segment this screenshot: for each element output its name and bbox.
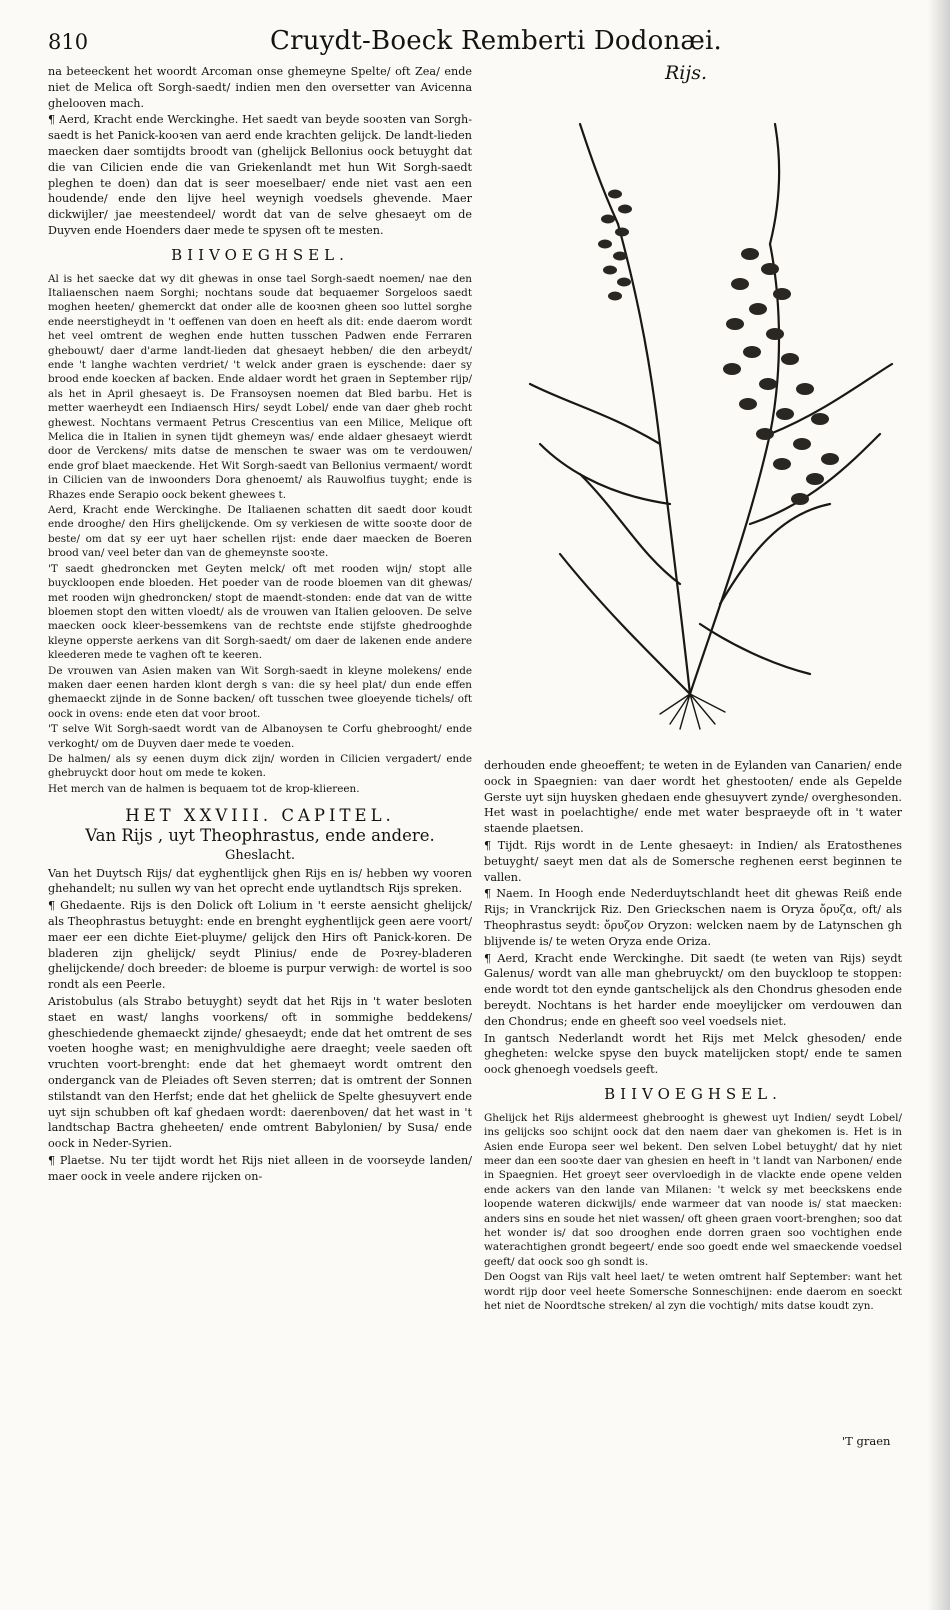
right-column xyxy=(484,758,902,1314)
catchword: 'T graen xyxy=(842,1434,891,1448)
addendum-block xyxy=(48,272,472,797)
paragraph: 'T saedt ghedroncken met Geyten melck/ oft met rooden wijn/ stopt alle buyckloopen ende bloeden. Het poeder van de roode bloemen van dit ghewas/ met rooden wijn ghedroncken/ stopt de maendt-stonden: ende dat van de witte bloemen stopt den witten vloedt/ als de vrouwen van Italien gelooven. De selve maecken oock kleer-bessemkens van de rechtste ende stijfste ghedrooghde kleyne opperste aerkens van dit Sorgh-saedt/ om daer de lakenen ende andere kleederen mede te vaghen oft te keeren. xyxy=(48,562,472,662)
section-heading: BIIVOEGHSEL. xyxy=(604,1084,782,1103)
running-header xyxy=(48,26,723,60)
section-heading: BIIVOEGHSEL. xyxy=(171,245,349,264)
paragraph: Den Oogst van Rijs valt heel laet/ te weten omtrent half September: want het wordt rijp door veel heete Somersche Sonneschijnen: ende daerom en soeckt het niet de Noordtsche streken/ al zyn die vochtigh/ mits datse koudt zyn. xyxy=(484,1271,902,1313)
page-number: 810 xyxy=(48,30,89,54)
paragraph: Van het Duytsch Rijs/ dat eyghentlijck ghen Rijs en is/ hebben wy vooren ghehandelt; nu sullen wy van het oprecht ende uytlandtsch Rijs spreken. xyxy=(48,866,472,896)
paragraph: De halmen/ als sy eenen duym dick zijn/ worden in Cilicien vergadert/ ende ghebruyckt door hout om mede te koken. xyxy=(48,752,472,780)
paragraph: In gantsch Nederlandt wordt het Rijs met Melck ghesoden/ ende ghegheten: welcke spyse den buyck matelijcken stopt/ ende te samen oock ghenoegh voedsels geeft. xyxy=(484,1031,902,1077)
page-edge-shadow xyxy=(928,0,950,1610)
paragraph: ¶ Plaetse. Nu ter tijdt wordt het Rijs niet alleen in de voorseyde landen/ maer oock in veele andere rijcken on- xyxy=(48,1153,472,1183)
paragraph: ¶ Aerd, Kracht ende Werckinghe. Dit saedt (te weten van Rijs) seydt Galenus/ wordt van alle man ghebruyckt/ om den buyckloop te stoppen: ende wordt tot den eynde gantschelijck als den Chondrus ghesoden ende bereydt. Nochtans is het harder ende moeylijcker om verdouwen dan den Chondrus; ende en gheeft soo veel voedsels niet. xyxy=(484,951,902,1028)
paragraph: Aerd, Kracht ende Werckinghe. De Italiaenen schatten dit saedt door koudt ende drooghe/ den Hirs ghelijckende. Om sy verkiesen de witte sooꝛte door de beste/ om dat sy eer uyt haer schellen rijst: ende daer maecken de Boeren brood van/ veel beter dan van de ghemeynste sooꝛte. xyxy=(48,504,472,560)
addendum-block xyxy=(484,1111,902,1314)
paragraph: derhouden ende gheoeffent; te weten in de Eylanden van Canarien/ ende oock in Spaegnien: van daer wordt het ghestooten/ ende als Gepelde Gerste uyt sijn huysken ghedaen ende ghesuyvert zynde/ overghesonden. Het wast in poelachtighe/ ende met water bespraeyde oft in 't water staende plaetsen. xyxy=(484,759,902,836)
paragraph: Het merch van de halmen is bequaem tot de krop-kliereen. xyxy=(48,782,360,795)
paragraph: De vrouwen van Asien maken van Wit Sorgh-saedt in kleyne molekens/ ende maken daer eenen harden klont dergh s van: die sy heel plat/ dun ende effen ghemaeckt zijnde in de Sonne backen/ oft tusschen twee gloeyende tichels/ oft oock in ovens: ende eten dat voor broot. xyxy=(48,664,472,720)
paragraph: Aristobulus (als Strabo betuyght) seydt dat het Rijs in 't water besloten staet en wast/ langhs voorkens/ oft in sommighe beddekens/ gheschiedende ghemaeckt zijnde/ ghesaeydt; ende dat het omtrent de ses voeten hooghe wast; en menighvuldighe aere draeght; veele saeden oft vruchten voort-brenght: ende dat het ghemaeyt wordt omtrent den onderganck van de Pleiades oft Seven sterren; dat is omtrent der Sonnen stilstandt van den Herfst; ende dat het gheliick de Spelte ghesuyvert ende uyt sijn schubben oft kaf ghedaen wordt: daerenboven/ dat het wast in 't landtschap Bactra gheheeten/ ende omtrent Babylonien/ by Susa/ ende oock in Neder-Syrien. xyxy=(48,994,472,1151)
paragraph: ¶ Tijdt. Rijs wordt in de Lente ghesaeyt: in Indien/ als Eratosthenes betuyght/ saeyt men dat als de Somersche reghenen eerst beginnen te vallen. xyxy=(484,838,902,884)
left-column xyxy=(48,64,472,1186)
rice-plant-woodcut xyxy=(520,84,902,734)
running-title: Cruydt-Boeck Remberti Dodonæi. xyxy=(270,26,723,56)
illustration-label: Rijs. xyxy=(665,62,708,84)
paragraph: na beteeckent het woordt Arcoman onse ghemeyne Spelte/ oft Zea/ ende niet de Melica oft Sorgh-saedt/ indien men den oversetter van Avicenna ghelooven mach. xyxy=(48,65,472,110)
paragraph: ¶ Naem. In Hoogh ende Nederduytschlandt heet dit ghewas Reiß ende Rijs; in Vranckrijck Riz. Den Grieckschen naem is Oryza ὄρυζα, oft/ als Theophrastus seydt: ὄρυζον Oryzon: welcken naem by de Latynschen gh blijvende is/ te weten Oryza ende Oriza. xyxy=(484,887,902,948)
paragraph: Al is het saecke dat wy dit ghewas in onse tael Sorgh-saedt noemen/ nae den Italiaenschen naem Sorghi; nochtans soude dat bequaemer Sorgeloos saedt moghen heeten/ ghemerckt dat onder alle de kooꝛnen gheen soo luttel sorghe ende neerstigheydt in 't oeffenen van doen en heeft als dit: ende daerom wordt het veel omtrent de weghen ende hutten tusschen Padwen ende Ferraren ghebouwt/ daer d'arme landt-lieden dat ghesaeyt hebben/ die den arbeydt/ ende 't langhe wachten verdriet/ 't welck ander graen is eyschende: daer sy brood ende koecken af backen. Ende aldaer wordt het graen in September rijp/ als het in April ghesaeyt is. De Fransoysen noemen dat Bled barbu. Het is metter waerheydt een Indiaensch Hirs/ seydt Lobel/ ende van daer gheb rocht ghewest. Nochtans vermaent Petrus Crescentius van een Milice, Melique oft Melica die in Italien in synen tijdt ghemeyn was/ ende aldaer ghesaeyt wierdt door de Verckens/ mits datse de menschen te swaer was om te verdouwen/ ende grof blaet maeckende. Het Wit Sorgh-saedt van Bellonius vermaent/ wordt in Cilicien van de inwoonders Dora ghenoemt/ als Rauwolfius tuyght; ende is Rhazes ende Serapio oock bekent ghewees t. xyxy=(48,272,472,501)
chapter-subtitle: Van Rijs , uyt Theophrastus, ende andere. xyxy=(85,825,435,845)
paragraph: Ghelijck het Rijs aldermeest ghebrooght is ghewest uyt Indien/ seydt Lobel/ ins gelijcks soo schijnt oock dat den naem daer van ghekomen is. Het is in Asien ende Europa seer wel bekent. Den selven Lobel betuyght/ dat hy niet meer dan een sooꝛte daer van ghesien en heeft in 't landt van Narbonen/ ende in Spaegnien. Het groeyt seer overvloedigh in de vlackte ende opene velden ende ackers van den lande van Milanen: 't welck sy met beeckskens ende loopende wateren dickwijls/ ende warmeer dat van noode is/ stat maecken: anders sins en soude het niet wassen/ oft gheen graen voort-brenghen; soo dat het wonder is/ dat soo drooghen ende dorren graen soo vochtighen ende waterachtighen grondt begeert/ ende soo goedt ende wel smaeckende voedsel geeft/ dat oock soo gh sondt is. xyxy=(484,1111,902,1268)
paragraph: ¶ Aerd, Kracht ende Werckinghe. Het saedt van beyde sooꝛten van Sorgh-saedt is het Panick-kooꝛen van aerd ende krachten gelijck. De landt-lieden maecken daer somtijdts broodt van (ghelijck Bellonius oock betuyght dat die van Cilicien ende die van Griekenlandt met hun Wit Sorgh-saedt pleghen te doen) dan dat is seer moeselbaer/ ende niet vast aen een houdende/ ende den lijve heel weynigh voedsels ghevende. Maer dickwijler/ jae meestendeel/ wordt dat van de selve ghesaeyt om de Duyven ende Hoenders daer mede te spysen oft te mesten. xyxy=(48,113,472,237)
subsection-heading: Gheslacht. xyxy=(224,847,296,863)
paragraph: ¶ Ghedaente. Rijs is den Dolick oft Lolium in 't eerste aensicht ghelijck/ als Theophrastus betuyght: ende en brenght eyghentlijck geen aere voort/ maer eer een dichte Eiet-pluyme/ gelijck den Hirs oft Panick-koren. De bladeren zijn ghelijck/ seydt Plinius/ ende de Poꝛrey-bladeren ghelijckende/ doch breeder: de bloeme is purpur verwigh: de wortel is soo rondt als een Peerle. xyxy=(48,899,472,992)
stem xyxy=(618,224,690,694)
chapter-title: HET XXVIII. CAPITEL. xyxy=(125,806,395,826)
paragraph: 'T selve Wit Sorgh-saedt wordt van de Albanoysen te Corfu ghebrooght/ ende verkoght/ om de Duyven daer mede te voeden. xyxy=(48,723,472,750)
